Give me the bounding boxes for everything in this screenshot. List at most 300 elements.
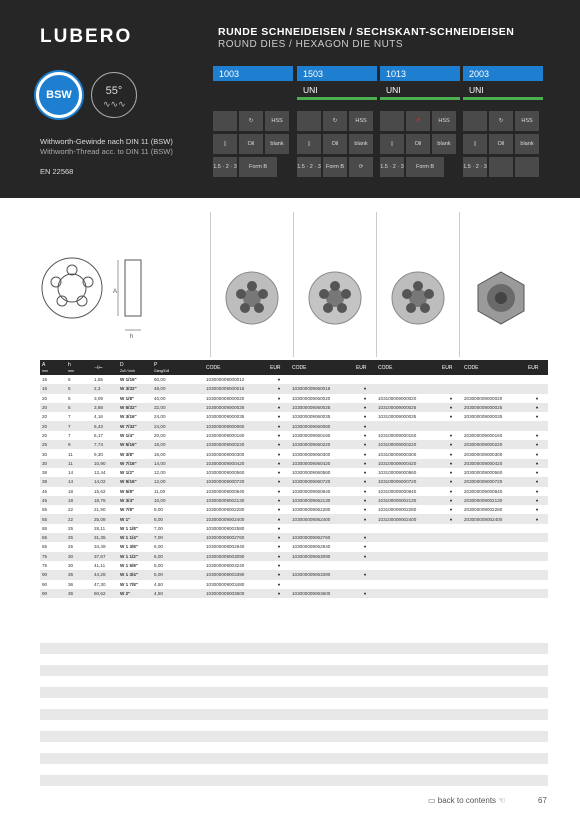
table-row <box>40 552 548 561</box>
table-cell: ● <box>535 451 539 457</box>
round-die-left-photo <box>390 270 446 326</box>
table-cell: 103000009060160 <box>291 432 331 438</box>
scale-icon: 1.5 · 2 · 3 <box>380 157 404 177</box>
table-cell: 3,09 <box>94 395 103 401</box>
table-cell: 203000009000300 <box>463 451 503 457</box>
table-cell <box>440 421 462 430</box>
table-cell: 11 <box>66 459 92 468</box>
table-cell: 103000009002400 <box>204 514 268 523</box>
table-cell: 103000009063390 <box>290 570 354 579</box>
table-cell: 103100009000840 <box>377 488 417 494</box>
table-cell: 7,74 <box>92 440 118 449</box>
table-cell: 44,28 <box>92 570 118 579</box>
table-row <box>40 459 548 468</box>
table-cell: 203000009002280 <box>463 507 503 513</box>
oil-icon: Oil <box>239 134 263 154</box>
table-cell: 7 <box>68 414 71 420</box>
table-cell: ● <box>363 451 367 457</box>
table-cell: W 1/2" <box>120 470 135 476</box>
table-cell <box>354 561 376 570</box>
table-cell: ● <box>363 470 367 476</box>
table-cell: W 5/16" <box>118 440 152 449</box>
table-cell: 7,00 <box>152 533 204 542</box>
table-cell: 4,50 <box>152 589 204 598</box>
table-cell: 45 <box>42 488 48 494</box>
rotate-icon: ↻ <box>323 111 347 131</box>
table-cell: 20 <box>42 395 48 401</box>
table-cell <box>440 375 462 384</box>
col-eur1: EUR <box>268 360 290 375</box>
table-cell: W 3/4" <box>118 496 152 505</box>
table-cell: 103000009060560 <box>291 470 331 476</box>
thread-wave-icon: ∿∿∿ <box>103 99 126 109</box>
table-cell: 103000009062280 <box>291 507 331 513</box>
table-cell: ● <box>277 581 281 587</box>
table-cell: 103000009060060 <box>290 421 354 430</box>
table-cell: 30 <box>68 563 74 569</box>
back-to-contents-link[interactable]: ▭ back to contents ☜ <box>428 796 506 805</box>
table-cell: ● <box>268 552 290 561</box>
table-cell: 103000009000060 <box>204 421 268 430</box>
table-cell <box>440 580 462 589</box>
table-cell <box>290 561 354 570</box>
table-cell: 20 <box>42 414 48 420</box>
table-cell <box>462 589 526 598</box>
empty-row <box>40 665 548 676</box>
table-row <box>40 505 548 514</box>
table-cell <box>526 542 548 551</box>
table-cell <box>354 375 376 384</box>
table-cell: 103000009003240 <box>206 563 245 569</box>
blank-icon <box>297 111 321 131</box>
table-cell: 103000009062130 <box>290 496 354 505</box>
scale-icon: 1.5 · 2 · 3 <box>463 157 487 177</box>
table-cell: 18,00 <box>152 440 204 449</box>
table-cell: W 7/8" <box>120 507 135 513</box>
table-cell: 36 <box>66 570 92 579</box>
product-1013: 1013 UNI <box>380 66 460 100</box>
table-cell: 203000009000220 <box>462 440 526 449</box>
table-cell: 103000009060016 <box>290 384 354 393</box>
table-cell: ● <box>440 459 462 468</box>
table-cell: 9 <box>66 440 92 449</box>
table-cell: 203000009000020 <box>463 395 503 401</box>
table-cell <box>462 552 526 561</box>
table-cell: 75 <box>40 552 66 561</box>
table-cell: ● <box>535 470 539 476</box>
icons-1013 <box>380 111 460 180</box>
table-cell: 38 <box>40 477 66 486</box>
table-cell: ● <box>277 395 281 401</box>
table-cell: ● <box>268 533 290 542</box>
table-cell: ● <box>449 414 453 420</box>
table-cell: 50,62 <box>92 589 118 598</box>
table-cell: ● <box>354 589 376 598</box>
blank-icon <box>213 111 237 131</box>
table-cell: 203000009002400 <box>462 514 526 523</box>
table-cell: 25 <box>66 533 92 542</box>
form-b-icon: Form B <box>406 157 444 177</box>
table-header <box>40 360 548 375</box>
table-cell: 103100009000420 <box>376 459 440 468</box>
table-cell: ● <box>526 477 548 486</box>
table-cell: 16,00 <box>154 451 166 457</box>
table-row <box>40 487 548 496</box>
table-cell: 90 <box>40 570 66 579</box>
table-cell: 14,02 <box>92 477 118 486</box>
table-cell: ● <box>440 403 462 412</box>
table-cell <box>376 421 440 430</box>
table-cell: 65 <box>42 544 48 550</box>
table-cell: 4,50 <box>154 581 163 587</box>
norm-label: EN 22568 <box>40 167 74 176</box>
cycle-icon: ⟳ <box>349 157 373 177</box>
table-cell: 5 <box>68 395 71 401</box>
table-cell: 103100009000035 <box>377 414 417 420</box>
table-cell: 103000009002280 <box>206 507 245 513</box>
table-cell: 103000009000025 <box>204 403 268 412</box>
table-cell: ● <box>440 440 462 449</box>
table-cell: 18,76 <box>92 496 118 505</box>
table-row <box>40 440 548 449</box>
table-cell: 40,00 <box>154 395 166 401</box>
col-thread-icon: ⊣⊢ <box>92 360 118 375</box>
table-cell: 103000009003600 <box>204 589 268 598</box>
scale-icon: 1.5 · 2 · 3 <box>213 157 237 177</box>
table-cell <box>462 570 526 579</box>
table-cell: W 1/8" <box>120 395 135 401</box>
table-cell: ● <box>449 470 453 476</box>
empty-row <box>40 687 548 698</box>
table-cell: 20,00 <box>154 432 166 438</box>
table-cell: ● <box>354 421 376 430</box>
table-cell: 31,35 <box>92 533 118 542</box>
empty-row <box>40 731 548 742</box>
table-cell: 10,00 <box>152 496 204 505</box>
table-cell: 103100009002130 <box>376 496 440 505</box>
table-cell: 203000009000420 <box>462 459 526 468</box>
table-row <box>40 570 548 579</box>
table-cell: 103000009000560 <box>206 470 245 476</box>
table-cell <box>376 375 440 384</box>
table-cell: 14,00 <box>152 459 204 468</box>
table-cell: ● <box>277 432 281 438</box>
blank-icon <box>380 111 404 131</box>
table-cell: 25 <box>68 525 74 531</box>
table-cell: ● <box>268 459 290 468</box>
table-cell: 103000009002940 <box>206 544 245 550</box>
table-cell: ● <box>354 570 376 579</box>
table-cell: 4,16 <box>94 414 103 420</box>
table-cell: 20 <box>42 432 48 438</box>
table-cell <box>354 524 376 533</box>
holder-icon: ▯ <box>380 134 404 154</box>
table-cell: W 1 1/2" <box>118 552 152 561</box>
table-cell: 30 <box>40 459 66 468</box>
thread-desc-de: Withworth-Gewinde nach DIN 11 (BSW) <box>40 137 173 146</box>
table-cell: ● <box>268 440 290 449</box>
table-cell: 103000009000720 <box>204 477 268 486</box>
table-cell: 65 <box>42 525 48 531</box>
thread-badge: BSW <box>36 72 82 118</box>
table-cell: 20 <box>40 403 66 412</box>
table-cell: ● <box>363 414 367 420</box>
col-code2: CODE <box>290 360 354 375</box>
table-row <box>40 394 548 403</box>
table-cell: ● <box>363 544 367 550</box>
holder-icon: ▯ <box>297 134 321 154</box>
table-cell: 103100009000560 <box>377 470 417 476</box>
table-cell <box>376 561 440 570</box>
table-cell: 103000009000020 <box>206 395 245 401</box>
table-cell: 103000009000016 <box>204 384 268 393</box>
table-cell: ● <box>268 421 290 430</box>
table-cell: W 7/32" <box>118 421 152 430</box>
table-cell: 11 <box>68 451 73 457</box>
table-cell: 47,30 <box>94 581 106 587</box>
table-cell <box>526 524 548 533</box>
table-cell <box>526 421 548 430</box>
oil-icon: Oil <box>406 134 430 154</box>
table-cell: 203000009000840 <box>463 488 503 494</box>
icons-2003 <box>463 111 543 180</box>
table-cell <box>376 533 440 542</box>
table-cell: 7 <box>68 432 71 438</box>
table-cell: 90 <box>40 589 66 598</box>
table-cell: 103100009000025 <box>376 403 440 412</box>
table-cell: W 1 1/4" <box>118 533 152 542</box>
table-cell: 103000009003480 <box>206 581 245 587</box>
table-cell <box>376 384 440 393</box>
table-cell: ● <box>354 403 376 412</box>
table-cell: ● <box>354 552 376 561</box>
table-cell: 103000009002580 <box>206 525 245 531</box>
title-en: ROUND DIES / HEXAGON DIE NUTS <box>218 39 404 50</box>
table-cell: ● <box>268 570 290 579</box>
table-cell: 11,00 <box>154 488 166 494</box>
col-p: P Gang/Zoll <box>152 360 204 375</box>
hss-icon: HSS <box>432 111 456 131</box>
table-cell: 203000009002130 <box>462 496 526 505</box>
table-cell <box>462 533 526 542</box>
rotate-left-icon: ↺ <box>406 111 430 131</box>
hss-icon: HSS <box>515 111 539 131</box>
table-cell: 203000009000720 <box>462 477 526 486</box>
table-cell: ● <box>449 507 453 513</box>
table-cell: ● <box>354 514 376 523</box>
table-cell: ● <box>449 451 453 457</box>
table-cell: ● <box>277 544 281 550</box>
table-cell: W 7/16" <box>118 459 152 468</box>
oil-icon: Oil <box>489 134 513 154</box>
table-cell <box>376 570 440 579</box>
table-cell: 38 <box>42 470 48 476</box>
table-cell: 103000009060840 <box>291 488 331 494</box>
table-cell <box>440 384 462 393</box>
col-a: A mm <box>40 360 66 375</box>
table-cell: 5 <box>66 403 92 412</box>
holder-icon: ▯ <box>213 134 237 154</box>
header <box>0 0 580 198</box>
table-cell: 25 <box>40 440 66 449</box>
table-cell: ● <box>535 414 539 420</box>
table-cell: W 5/32" <box>118 403 152 412</box>
table-cell: W 1 3/4" <box>118 570 152 579</box>
table-cell <box>440 589 462 598</box>
table-cell <box>376 542 440 551</box>
table-cell: 21,90 <box>94 507 106 513</box>
table-cell: 24,00 <box>154 414 166 420</box>
table-cell: 2,3 <box>92 384 118 393</box>
rotate-icon: ↻ <box>239 111 263 131</box>
table-cell: W 3/8" <box>120 451 135 457</box>
table-cell: ● <box>526 514 548 523</box>
table-cell: 103000009060020 <box>291 395 331 401</box>
table-cell: 9,30 <box>94 451 103 457</box>
table-cell: W 3/32" <box>118 384 152 393</box>
table-cell <box>526 570 548 579</box>
table-row <box>40 524 548 533</box>
table-cell: ● <box>277 525 281 531</box>
table-cell: ● <box>268 589 290 598</box>
table-row <box>40 580 548 589</box>
hss-icon: HSS <box>265 111 289 131</box>
table-cell: 5 <box>66 384 92 393</box>
form-b-icon: Form B <box>239 157 277 177</box>
table-row <box>40 542 548 551</box>
table-cell: 37,67 <box>92 552 118 561</box>
oil-icon: Oil <box>323 134 347 154</box>
table-cell: ● <box>268 496 290 505</box>
table-cell: ● <box>277 470 281 476</box>
table-cell <box>354 580 376 589</box>
table-cell: 14 <box>66 477 92 486</box>
round-die-photo <box>224 270 280 326</box>
angle-badge: 55° <box>91 72 137 118</box>
table-cell <box>440 552 462 561</box>
table-cell: ● <box>449 432 453 438</box>
table-cell: ● <box>354 533 376 542</box>
table-cell: ● <box>526 403 548 412</box>
table-row <box>40 514 548 523</box>
table-cell: 12,00 <box>154 470 166 476</box>
table-cell: 30 <box>66 552 92 561</box>
table-cell: ● <box>268 477 290 486</box>
table-cell: 28,11 <box>94 525 106 531</box>
col-d: D Zoll / inch <box>118 360 152 375</box>
table-cell: 103000009002760 <box>204 533 268 542</box>
table-cell: 6,17 <box>94 432 103 438</box>
table-cell: ● <box>277 451 281 457</box>
table-cell: ● <box>363 432 367 438</box>
table-cell: 103000009063600 <box>290 589 354 598</box>
table-cell: W 1 1/8" <box>120 525 139 531</box>
col-eur3: EUR <box>440 360 462 375</box>
table-cell: ● <box>354 459 376 468</box>
table-cell <box>526 375 548 384</box>
table-cell: 3,88 <box>92 403 118 412</box>
table-cell: ● <box>363 488 367 494</box>
table-cell: ● <box>277 563 281 569</box>
table-cell: 36 <box>68 581 74 587</box>
table-cell <box>440 524 462 533</box>
table-cell: ● <box>363 395 367 401</box>
table-cell: 103100009000160 <box>377 432 417 438</box>
table-cell: 8,00 <box>152 514 204 523</box>
table-cell <box>462 580 526 589</box>
table-cell: 7 <box>66 421 92 430</box>
icons-1503 <box>297 111 377 180</box>
table-cell: ● <box>526 440 548 449</box>
table-cell: 24,00 <box>152 421 204 430</box>
table-cell: 12,00 <box>152 477 204 486</box>
table-cell <box>290 524 354 533</box>
table-cell: 18 <box>68 488 74 494</box>
table-cell: ● <box>277 414 281 420</box>
table-cell: 22 <box>66 514 92 523</box>
table-cell <box>376 552 440 561</box>
table-cell: 48,00 <box>152 384 204 393</box>
table-cell: 203000009000025 <box>462 403 526 412</box>
table-cell <box>290 580 354 589</box>
table-cell: 1,55 <box>94 377 103 383</box>
blank-icon <box>489 157 513 177</box>
product-1503: 1503 UNI <box>297 66 377 100</box>
table-cell: 10,90 <box>92 459 118 468</box>
product-table <box>40 360 548 598</box>
col-code4: CODE <box>462 360 526 375</box>
table-cell: ● <box>535 507 539 513</box>
table-cell: 12,44 <box>94 470 106 476</box>
table-row <box>40 589 548 598</box>
table-cell: 41,11 <box>94 563 106 569</box>
table-cell: 103100009002400 <box>376 514 440 523</box>
table-cell: 5,00 <box>152 570 204 579</box>
table-cell: 103000009000420 <box>204 459 268 468</box>
table-cell <box>526 384 548 393</box>
table-cell: ● <box>535 432 539 438</box>
blank-bright-icon: blank <box>515 134 539 154</box>
table-cell <box>376 580 440 589</box>
table-cell: 103000009000220 <box>204 440 268 449</box>
rotate-icon: ↻ <box>489 111 513 131</box>
table-cell <box>462 384 526 393</box>
table-row <box>40 375 548 384</box>
table-cell: ● <box>277 377 281 383</box>
table-cell: 103000009060035 <box>291 414 331 420</box>
table-cell: W 1/4" <box>120 432 135 438</box>
table-cell: 203000009000560 <box>463 470 503 476</box>
table-cell <box>440 533 462 542</box>
table-cell: W 1 3/8" <box>120 544 139 550</box>
table-cell <box>440 542 462 551</box>
table-cell: 6,00 <box>152 552 204 561</box>
product-2003: 2003 UNI <box>463 66 543 100</box>
table-cell: ● <box>354 496 376 505</box>
table-row <box>40 403 548 412</box>
table-cell: 34,49 <box>94 544 106 550</box>
scale-icon: 1.5 · 2 · 3 <box>297 157 321 177</box>
table-cell: 103000009060220 <box>290 440 354 449</box>
table-cell: ● <box>277 488 281 494</box>
table-cell: 103000009060720 <box>290 477 354 486</box>
table-row <box>40 477 548 486</box>
table-cell: 103000009062760 <box>290 533 354 542</box>
table-cell <box>462 542 526 551</box>
table-cell: W 2" <box>118 589 152 598</box>
table-cell: ● <box>363 507 367 513</box>
table-cell: 103100009000300 <box>377 451 417 457</box>
